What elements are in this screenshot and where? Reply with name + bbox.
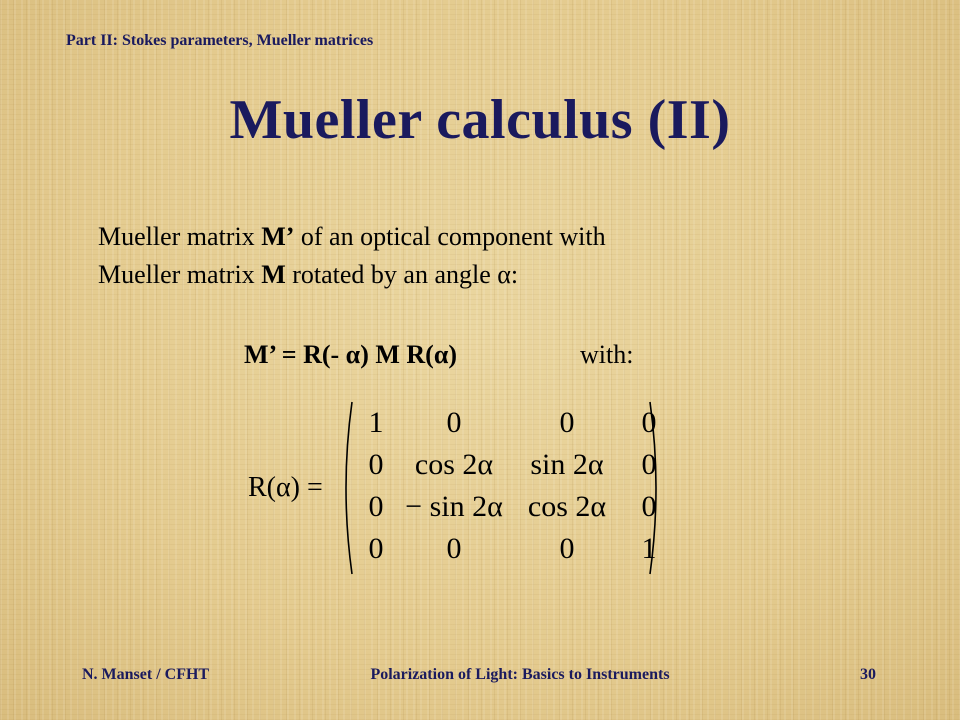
intro-line-1: [98, 218, 818, 256]
matrix-grid: [356, 402, 676, 570]
matrix-cell: 0: [559, 406, 575, 439]
matrix-cell: cos 2α: [527, 490, 607, 523]
matrix-cell: 0: [641, 406, 657, 439]
matrix-cell: − sin 2α: [405, 490, 503, 523]
matrix-cell: 0: [368, 448, 384, 481]
intro-alpha: α: [497, 260, 511, 289]
footer-page-number: 30: [860, 666, 876, 683]
matrix-cell: 1: [641, 532, 657, 565]
with-label: with:: [580, 340, 634, 369]
slide-header: Part II: Stokes parameters, Mueller matrices: [66, 32, 374, 49]
slide-title: Mueller calculus (II): [229, 89, 731, 151]
matrix-cell: 0: [368, 490, 384, 523]
matrix-cell: 0: [368, 532, 384, 565]
matrix-cell: sin 2α: [530, 448, 604, 481]
intro-line-1-end: of an optical component with: [294, 222, 606, 251]
matrix-cell: 1: [368, 406, 384, 439]
matrix-cell: cos 2α: [414, 448, 494, 481]
rotation-matrix: [248, 398, 668, 578]
intro-text: [98, 218, 818, 294]
matrix-cell: 0: [559, 532, 575, 565]
matrix-cell: 0: [641, 448, 657, 481]
footer-course-title: Polarization of Light: Basics to Instruments: [370, 666, 670, 683]
matrix-cell: 0: [641, 490, 657, 523]
rotation-equation: M’ = R(- α) M R(α): [244, 340, 457, 369]
matrix-cell: 0: [446, 532, 462, 565]
footer-author: N. Manset / CFHT: [82, 666, 210, 683]
intro-m: M: [261, 260, 286, 289]
intro-line-2: [98, 256, 818, 294]
intro-m-prime: M’: [261, 222, 295, 251]
matrix-lhs: R(α) =: [248, 472, 323, 503]
left-paren: [346, 402, 352, 574]
intro-colon: :: [510, 260, 519, 289]
intro-line-2-mid: rotated by an angle: [285, 260, 498, 289]
intro-line-2-start: Mueller matrix: [98, 260, 262, 289]
matrix-cell: 0: [446, 406, 462, 439]
intro-line-1-start: Mueller matrix: [98, 222, 262, 251]
